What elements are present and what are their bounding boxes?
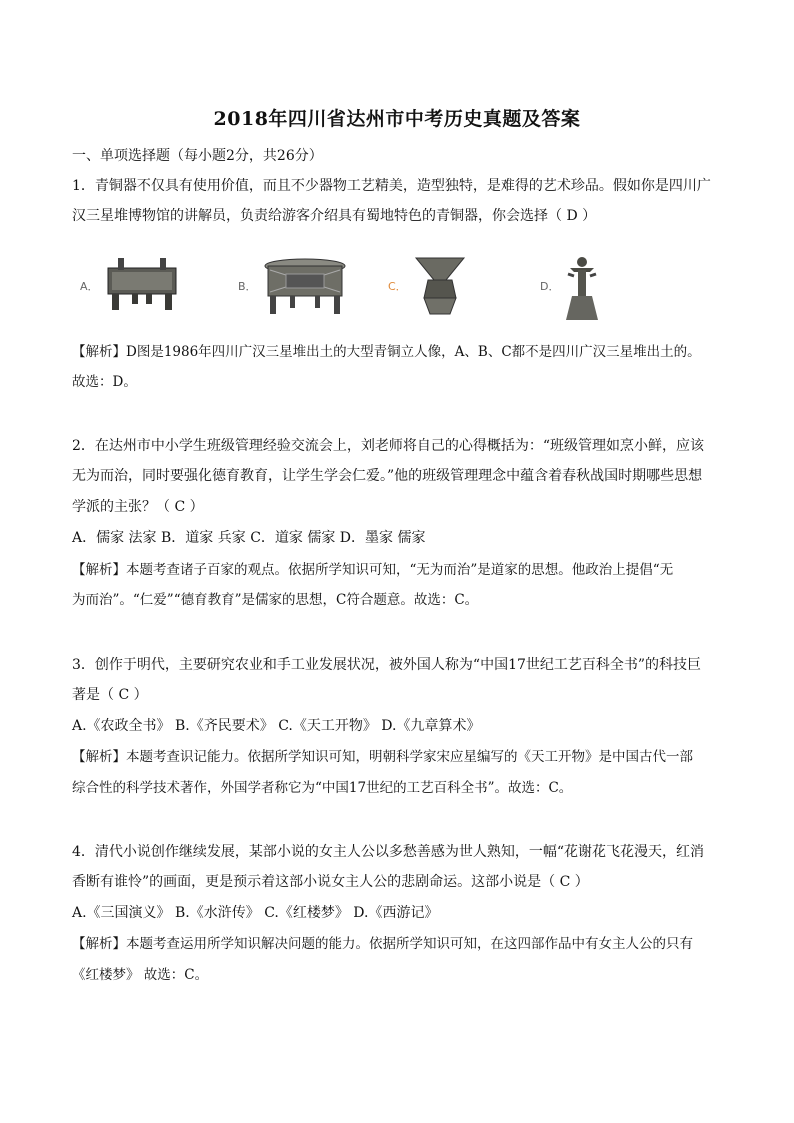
question-1-analysis-line-1: 【解析】D图是1986年四川广汉三星堆出土的大型青铜立人像，A、B、C都不是四川广汉三星堆出土的。 (72, 344, 701, 360)
question-4-analysis-line-2: 《红楼梦》 故选：C。 (72, 967, 209, 983)
bronze-ding-icon (102, 254, 182, 314)
question-2-line-3: 学派的主张？（ C ） (72, 499, 204, 515)
question-3-options: A.《农政全书》 B.《齐民要术》 C.《天工开物》 D.《九章算术》 (72, 718, 481, 734)
question-1-analysis-line-2: 故选：D。 (72, 374, 137, 390)
section-heading: 一、单项选择题（每小题2分，共26分） (72, 148, 323, 164)
question-1-image-options (80, 254, 620, 324)
question-2-analysis-line-1: 【解析】本题考查诸子百家的观点。依据所学知识可知，“无为而治”是道家的思想。他政治上提倡“无 (72, 562, 674, 578)
question-4-line-1: 4．清代小说创作继续发展，某部小说的女主人公以多愁善感为世人熟知，一幅“花谢花飞花漫天，红消 (72, 844, 705, 860)
option-a-label: A． (80, 280, 99, 293)
page-title: 2018年四川省达州市中考历史真题及答案 (213, 108, 581, 130)
option-d (540, 254, 620, 324)
option-c (388, 254, 498, 324)
question-3-analysis-line-1: 【解析】本题考查识记能力。依据所学知识可知，明朝科学家宋应星编写的《天工开物》是中国古代一部 (72, 749, 693, 765)
question-2-options: A．儒家 法家 B．道家 兵家 C．道家 儒家 D．墨家 儒家 (72, 530, 426, 546)
option-a (80, 254, 190, 324)
question-2-line-1: 2．在达州市中小学生班级管理经验交流会上，刘老师将自己的心得概括为：“班级管理如烹小鲜，应该 (72, 438, 705, 454)
option-c-label: C． (388, 280, 407, 293)
question-3-analysis-line-2: 综合性的科学技术著作，外国学者称它为“中国17世纪的工艺百科全书”。故选：C。 (72, 780, 573, 796)
option-d-label: D． (540, 280, 560, 293)
question-2-line-2: 无为而治，同时要强化德育教育，让学生学会仁爱。”他的班级管理理念中蕴含着春秋战国时期哪些思想 (72, 468, 703, 484)
question-4-line-2: 香断有谁怜”的画面，更是预示着这部小说女主人公的悲剧命运。这部小说是（ C ） (72, 874, 589, 890)
option-b-label: B． (238, 280, 257, 293)
bronze-standing-figure-icon (562, 254, 602, 324)
bronze-vessel-icon (260, 254, 350, 318)
question-3-line-2: 著是（ C ） (72, 687, 148, 703)
question-4-options: A.《三国演义》 B.《水浒传》 C.《红楼梦》 D.《西游记》 (72, 905, 439, 921)
question-1-line-2: 汉三星堆博物馆的讲解员，负责给游客介绍具有蜀地特色的青铜器，你会选择（ D ） (72, 208, 597, 224)
question-2-analysis-line-2: 为而治”。“仁爱”“德育教育”是儒家的思想，C符合题意。故选：C。 (72, 592, 479, 608)
question-4-analysis-line-1: 【解析】本题考查运用所学知识解决问题的能力。依据所学知识可知，在这四部作品中有女主人公的只有 (72, 936, 693, 952)
question-1-line-1: 1．青铜器不仅具有使用价值，而且不少器物工艺精美，造型独特，是难得的艺术珍品。假如你是四川广 (72, 178, 711, 194)
question-3-line-1: 3．创作于明代，主要研究农业和手工业发展状况，被外国人称为“中国17世纪工艺百科全书”的科技巨 (72, 657, 702, 673)
option-b (238, 254, 358, 324)
bronze-zun-icon (410, 254, 470, 318)
